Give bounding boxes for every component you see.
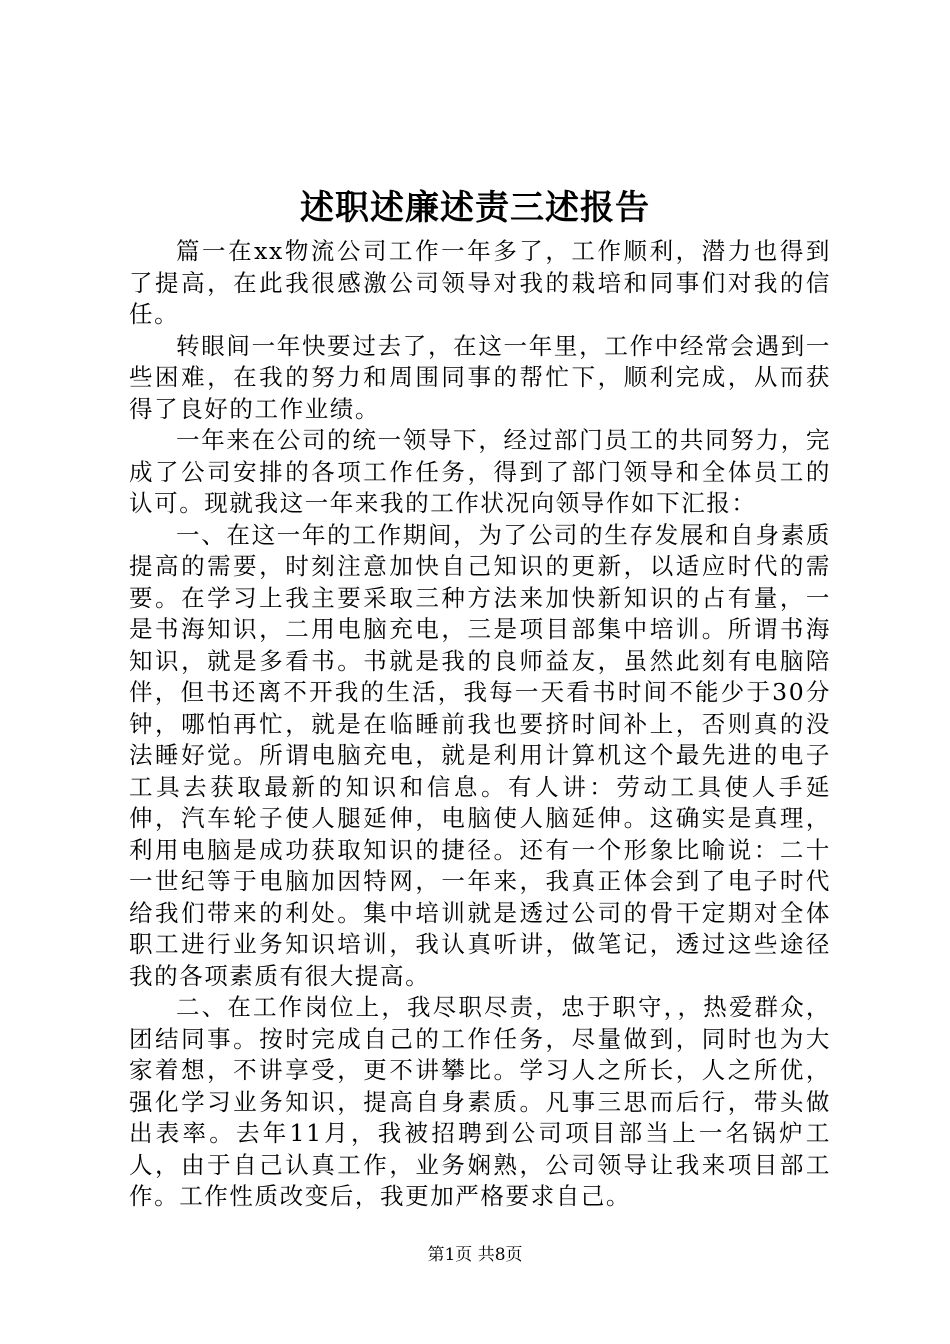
paragraph: 二、在工作岗位上，我尽职尽责，忠于职守，，热爱群众，团结同事。按时完成自己的工作任务，尽量做到，同时也为大家着想，不讲享受，更不讲攀比。学习人之所长，人之所优，强化学习业务知识，提高自身素质。凡事三思而后行，带头做出表率。去年11月，我被招聘到公司项目部当上一名锅炉工人，由于自己认真工作，业务娴熟，公司领导让我来项目部工作。工作性质改变后，我更加严格要求自己。 — [129, 993, 831, 1210]
paragraph: 一年来在公司的统一领导下，经过部门员工的共同努力，完成了公司安排的各项工作任务，得到了部门领导和全体员工的认可。现就我这一年来我的工作状况向领导作如下汇报： — [129, 426, 831, 517]
paragraph: 篇一在xx物流公司工作一年多了，工作顺利，潜力也得到了提高，在此我很感激公司领导对我的栽培和同事们对我的信任。 — [129, 237, 831, 328]
document-body — [129, 236, 831, 1213]
paragraph: 一、在这一年的工作期间，为了公司的生存发展和自身素质提高的需要，时刻注意加快自己知识的更新，以适应时代的需要。在学习上我主要采取三种方法来加快新知识的占有量，一是书海知识，二用电脑充电，三是项目部集中培训。所谓书海知识，就是多看书。书就是我的良师益友，虽然此刻有电脑陪伴，但书还离不开我的生活，我每一天看书时间不能少于30分钟，哪怕再忙，就是在临睡前我也要挤时间补上，否则真的没法睡好觉。所谓电脑充电，就是利用计算机这个最先进的电子工具去获取最新的知识和信息。有人讲：劳动工具使人手延伸，汽车轮子使人腿延伸，电脑使人脑延伸。这确实是真理，利用电脑是成功获取知识的捷径。还有一个形象比喻说：二十一世纪等于电脑加因特网，一年来，我真正体会到了电子时代给我们带来的利处。集中培训就是透过公司的骨干定期对全体职工进行业务知识培训，我认真听讲，做笔记，透过这些途径我的各项素质有很大提高。 — [129, 520, 831, 990]
page-footer: 第1页 共8页 — [427, 1245, 523, 1265]
paragraph: 转眼间一年快要过去了，在这一年里，工作中经常会遇到一些困难，在我的努力和周围同事的帮忙下，顺利完成，从而获得了良好的工作业绩。 — [129, 331, 831, 423]
document-title: 述职述廉述责三述报告 — [300, 188, 650, 228]
